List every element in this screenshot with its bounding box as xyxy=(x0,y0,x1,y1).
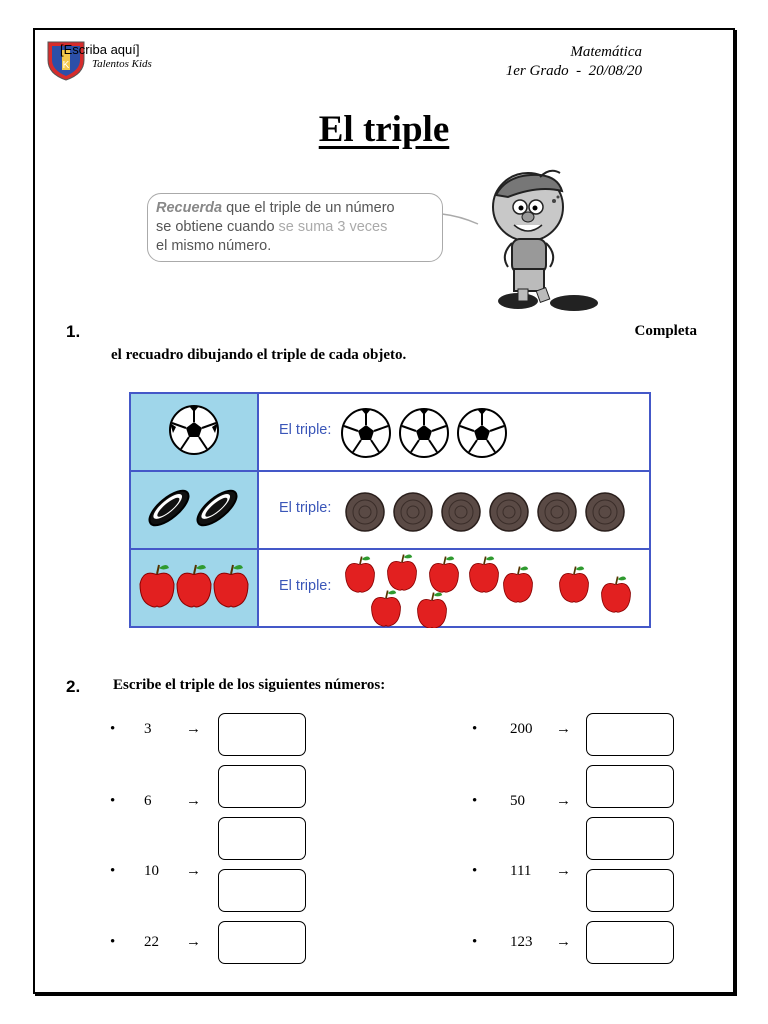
reminder-lead: Recuerda xyxy=(156,200,223,216)
cookie-pair-icon xyxy=(139,478,249,538)
table-row xyxy=(130,471,650,549)
bullet: • xyxy=(110,863,116,879)
cartoon-boy-illustration xyxy=(478,165,608,315)
reminder-bubble xyxy=(147,193,443,262)
arrow-icon: → xyxy=(556,934,571,950)
soccer-ball-icon xyxy=(167,403,221,457)
apple-trio-icon xyxy=(137,562,251,610)
answer-box[interactable] xyxy=(586,765,674,808)
answer-box[interactable] xyxy=(586,713,674,756)
exercise1-text-part2: el recuadro dibujando el triple de cada objeto. xyxy=(111,347,407,363)
reminder-text1: que el triple de un número xyxy=(222,200,395,216)
number-value: 111 xyxy=(510,863,532,879)
bullet: • xyxy=(472,793,478,809)
subject-title: Matemática xyxy=(570,44,642,60)
soccer-balls-triple-icon xyxy=(339,406,519,462)
exercise2-number: 2. xyxy=(66,677,81,696)
bullet: • xyxy=(110,721,116,737)
exercise2-text: Escribe el triple de los siguientes números: xyxy=(113,677,386,693)
answer-box[interactable] xyxy=(218,921,306,964)
exercise1-number: 1. xyxy=(66,322,81,341)
answer-box[interactable] xyxy=(586,817,674,860)
triple-ball-cell xyxy=(258,393,650,471)
table-row xyxy=(130,393,650,471)
number-value: 10 xyxy=(144,863,159,879)
answer-box[interactable] xyxy=(586,869,674,912)
triple-apple-cell xyxy=(258,549,650,627)
arrow-icon: → xyxy=(186,721,201,737)
reminder-text2: se obtiene cuando xyxy=(156,219,279,235)
answer-box[interactable] xyxy=(218,869,306,912)
triple-cookie-cell xyxy=(258,471,650,549)
svg-text:K: K xyxy=(62,60,70,71)
original-ball-cell xyxy=(130,393,258,471)
bullet: • xyxy=(472,863,478,879)
number-value: 3 xyxy=(144,721,152,737)
subject-block xyxy=(506,43,642,81)
triple-label: El triple: xyxy=(279,578,332,594)
bullet: • xyxy=(472,721,478,737)
number-value: 6 xyxy=(144,793,152,809)
arrow-icon: → xyxy=(186,863,201,879)
school-header xyxy=(60,42,152,70)
bubble-tail xyxy=(440,210,480,230)
number-value: 50 xyxy=(510,793,525,809)
answer-box[interactable] xyxy=(218,817,306,860)
number-value: 123 xyxy=(510,934,533,950)
bullet: • xyxy=(110,793,116,809)
cookies-triple-icon xyxy=(345,490,645,534)
table-row xyxy=(130,549,650,627)
number-value: 22 xyxy=(144,934,159,950)
original-apple-cell xyxy=(130,549,258,627)
answer-box[interactable] xyxy=(218,713,306,756)
school-name: Talentos Kids xyxy=(92,58,152,70)
bullet: • xyxy=(472,934,478,950)
arrow-icon: → xyxy=(556,793,571,809)
arrow-icon: → xyxy=(186,934,201,950)
page-title: El triple xyxy=(318,109,450,150)
grade-date: 1er Grado - 20/08/20 xyxy=(505,63,642,79)
reminder-highlight: se suma 3 veces xyxy=(278,219,388,235)
arrow-icon: → xyxy=(186,793,201,809)
arrow-icon: → xyxy=(556,863,571,879)
answer-box[interactable] xyxy=(586,921,674,964)
exercise1-text-part1: Completa xyxy=(634,323,697,339)
apples-triple-icon xyxy=(343,552,643,628)
triple-label: El triple: xyxy=(279,500,332,516)
arrow-icon: → xyxy=(556,721,571,737)
triple-label: El triple: xyxy=(279,422,332,438)
reminder-text3: el mismo número. xyxy=(156,238,272,254)
number-value: 200 xyxy=(510,721,533,737)
bullet: • xyxy=(110,934,116,950)
original-cookie-cell xyxy=(130,471,258,549)
answer-box[interactable] xyxy=(218,765,306,808)
triple-table xyxy=(129,392,651,628)
school-placeholder: [Escriba aquí] xyxy=(60,42,140,57)
